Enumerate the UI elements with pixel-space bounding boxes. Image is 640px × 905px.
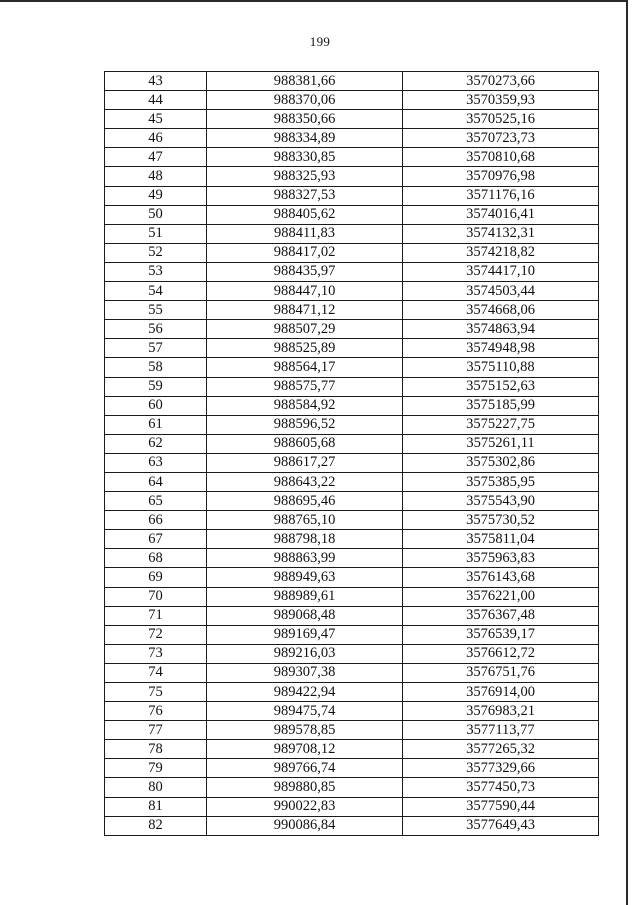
point-number-cell: 49 <box>105 186 207 205</box>
x-coordinate-cell: 988643,22 <box>207 472 403 491</box>
x-coordinate-cell: 990022,83 <box>207 797 403 816</box>
x-coordinate-cell: 988564,17 <box>207 358 403 377</box>
y-coordinate-cell: 3577590,44 <box>403 797 599 816</box>
x-coordinate-cell: 988989,61 <box>207 587 403 606</box>
coordinates-table-body <box>105 72 599 836</box>
point-number-cell: 66 <box>105 511 207 530</box>
x-coordinate-cell: 988411,83 <box>207 224 403 243</box>
table-row <box>105 396 599 415</box>
table-row <box>105 644 599 663</box>
table-row <box>105 243 599 262</box>
table-row <box>105 224 599 243</box>
table-row <box>105 415 599 434</box>
point-number-cell: 56 <box>105 320 207 339</box>
point-number-cell: 57 <box>105 339 207 358</box>
table-row <box>105 683 599 702</box>
table-row <box>105 110 599 129</box>
x-coordinate-cell: 988471,12 <box>207 301 403 320</box>
y-coordinate-cell: 3576367,48 <box>403 606 599 625</box>
point-number-cell: 58 <box>105 358 207 377</box>
table-row <box>105 282 599 301</box>
x-coordinate-cell: 989169,47 <box>207 625 403 644</box>
x-coordinate-cell: 988584,92 <box>207 396 403 415</box>
point-number-cell: 81 <box>105 797 207 816</box>
point-number-cell: 62 <box>105 434 207 453</box>
table-row <box>105 186 599 205</box>
table-row <box>105 492 599 511</box>
y-coordinate-cell: 3575227,75 <box>403 415 599 434</box>
table-row <box>105 816 599 835</box>
point-number-cell: 69 <box>105 568 207 587</box>
y-coordinate-cell: 3574016,41 <box>403 205 599 224</box>
table-row <box>105 320 599 339</box>
x-coordinate-cell: 988334,89 <box>207 129 403 148</box>
x-coordinate-cell: 988605,68 <box>207 434 403 453</box>
table-row <box>105 549 599 568</box>
x-coordinate-cell: 988863,99 <box>207 549 403 568</box>
y-coordinate-cell: 3576914,00 <box>403 683 599 702</box>
y-coordinate-cell: 3575302,86 <box>403 453 599 472</box>
y-coordinate-cell: 3576143,68 <box>403 568 599 587</box>
table-row <box>105 568 599 587</box>
point-number-cell: 73 <box>105 644 207 663</box>
x-coordinate-cell: 988507,29 <box>207 320 403 339</box>
point-number-cell: 60 <box>105 396 207 415</box>
table-row <box>105 740 599 759</box>
y-coordinate-cell: 3570359,93 <box>403 91 599 110</box>
point-number-cell: 48 <box>105 167 207 186</box>
point-number-cell: 51 <box>105 224 207 243</box>
x-coordinate-cell: 988617,27 <box>207 453 403 472</box>
y-coordinate-cell: 3574503,44 <box>403 282 599 301</box>
table-row <box>105 129 599 148</box>
point-number-cell: 47 <box>105 148 207 167</box>
table-row <box>105 72 599 91</box>
x-coordinate-cell: 989708,12 <box>207 740 403 759</box>
y-coordinate-cell: 3576751,76 <box>403 663 599 682</box>
y-coordinate-cell: 3576221,00 <box>403 587 599 606</box>
table-row <box>105 530 599 549</box>
scan-edge-top <box>0 0 628 2</box>
x-coordinate-cell: 988596,52 <box>207 415 403 434</box>
table-row <box>105 167 599 186</box>
table-row <box>105 339 599 358</box>
y-coordinate-cell: 3574863,94 <box>403 320 599 339</box>
point-number-cell: 52 <box>105 243 207 262</box>
point-number-cell: 71 <box>105 606 207 625</box>
y-coordinate-cell: 3575385,95 <box>403 472 599 491</box>
x-coordinate-cell: 988575,77 <box>207 377 403 396</box>
table-row <box>105 511 599 530</box>
x-coordinate-cell: 989475,74 <box>207 702 403 721</box>
point-number-cell: 43 <box>105 72 207 91</box>
y-coordinate-cell: 3574417,10 <box>403 262 599 281</box>
point-number-cell: 74 <box>105 663 207 682</box>
point-number-cell: 64 <box>105 472 207 491</box>
point-number-cell: 63 <box>105 453 207 472</box>
table-row <box>105 358 599 377</box>
y-coordinate-cell: 3576612,72 <box>403 644 599 663</box>
x-coordinate-cell: 988327,53 <box>207 186 403 205</box>
y-coordinate-cell: 3574132,31 <box>403 224 599 243</box>
table-row <box>105 205 599 224</box>
point-number-cell: 45 <box>105 110 207 129</box>
y-coordinate-cell: 3570273,66 <box>403 72 599 91</box>
x-coordinate-cell: 988525,89 <box>207 339 403 358</box>
x-coordinate-cell: 988798,18 <box>207 530 403 549</box>
x-coordinate-cell: 988370,06 <box>207 91 403 110</box>
x-coordinate-cell: 988417,02 <box>207 243 403 262</box>
point-number-cell: 54 <box>105 282 207 301</box>
table-row <box>105 663 599 682</box>
point-number-cell: 70 <box>105 587 207 606</box>
table-row <box>105 797 599 816</box>
x-coordinate-cell: 988765,10 <box>207 511 403 530</box>
y-coordinate-cell: 3575185,99 <box>403 396 599 415</box>
table-row <box>105 472 599 491</box>
point-number-cell: 80 <box>105 778 207 797</box>
point-number-cell: 72 <box>105 625 207 644</box>
y-coordinate-cell: 3575110,88 <box>403 358 599 377</box>
x-coordinate-cell: 989216,03 <box>207 644 403 663</box>
table-row <box>105 721 599 740</box>
x-coordinate-cell: 989422,94 <box>207 683 403 702</box>
table-row <box>105 702 599 721</box>
y-coordinate-cell: 3571176,16 <box>403 186 599 205</box>
y-coordinate-cell: 3577329,66 <box>403 759 599 778</box>
y-coordinate-cell: 3577265,32 <box>403 740 599 759</box>
table-row <box>105 759 599 778</box>
y-coordinate-cell: 3570723,73 <box>403 129 599 148</box>
point-number-cell: 82 <box>105 816 207 835</box>
point-number-cell: 50 <box>105 205 207 224</box>
x-coordinate-cell: 988350,66 <box>207 110 403 129</box>
point-number-cell: 46 <box>105 129 207 148</box>
x-coordinate-cell: 989307,38 <box>207 663 403 682</box>
page-number: 199 <box>309 34 331 49</box>
y-coordinate-cell: 3575152,63 <box>403 377 599 396</box>
y-coordinate-cell: 3577450,73 <box>403 778 599 797</box>
point-number-cell: 78 <box>105 740 207 759</box>
table-row <box>105 91 599 110</box>
table-row <box>105 377 599 396</box>
point-number-cell: 79 <box>105 759 207 778</box>
x-coordinate-cell: 988405,62 <box>207 205 403 224</box>
y-coordinate-cell: 3570525,16 <box>403 110 599 129</box>
x-coordinate-cell: 990086,84 <box>207 816 403 835</box>
y-coordinate-cell: 3575261,11 <box>403 434 599 453</box>
table-row <box>105 148 599 167</box>
point-number-cell: 55 <box>105 301 207 320</box>
table-row <box>105 301 599 320</box>
y-coordinate-cell: 3574668,06 <box>403 301 599 320</box>
point-number-cell: 59 <box>105 377 207 396</box>
x-coordinate-cell: 989766,74 <box>207 759 403 778</box>
y-coordinate-cell: 3576539,17 <box>403 625 599 644</box>
point-number-cell: 77 <box>105 721 207 740</box>
x-coordinate-cell: 989578,85 <box>207 721 403 740</box>
y-coordinate-cell: 3575963,83 <box>403 549 599 568</box>
point-number-cell: 75 <box>105 683 207 702</box>
y-coordinate-cell: 3575730,52 <box>403 511 599 530</box>
y-coordinate-cell: 3575811,04 <box>403 530 599 549</box>
y-coordinate-cell: 3576983,21 <box>403 702 599 721</box>
table-row <box>105 778 599 797</box>
point-number-cell: 76 <box>105 702 207 721</box>
table-row <box>105 262 599 281</box>
point-number-cell: 68 <box>105 549 207 568</box>
table-row <box>105 434 599 453</box>
point-number-cell: 65 <box>105 492 207 511</box>
x-coordinate-cell: 989068,48 <box>207 606 403 625</box>
y-coordinate-cell: 3570976,98 <box>403 167 599 186</box>
table-row <box>105 625 599 644</box>
table-row <box>105 587 599 606</box>
x-coordinate-cell: 988325,93 <box>207 167 403 186</box>
scan-edge-right <box>626 0 628 905</box>
point-number-cell: 44 <box>105 91 207 110</box>
y-coordinate-cell: 3574948,98 <box>403 339 599 358</box>
y-coordinate-cell: 3577113,77 <box>403 721 599 740</box>
point-number-cell: 67 <box>105 530 207 549</box>
x-coordinate-cell: 988435,97 <box>207 262 403 281</box>
point-number-cell: 53 <box>105 262 207 281</box>
y-coordinate-cell: 3575543,90 <box>403 492 599 511</box>
y-coordinate-cell: 3577649,43 <box>403 816 599 835</box>
table-row <box>105 606 599 625</box>
x-coordinate-cell: 988381,66 <box>207 72 403 91</box>
point-number-cell: 61 <box>105 415 207 434</box>
x-coordinate-cell: 988949,63 <box>207 568 403 587</box>
y-coordinate-cell: 3574218,82 <box>403 243 599 262</box>
x-coordinate-cell: 988447,10 <box>207 282 403 301</box>
table-row <box>105 453 599 472</box>
coordinates-table <box>104 71 599 836</box>
x-coordinate-cell: 988330,85 <box>207 148 403 167</box>
x-coordinate-cell: 989880,85 <box>207 778 403 797</box>
y-coordinate-cell: 3570810,68 <box>403 148 599 167</box>
x-coordinate-cell: 988695,46 <box>207 492 403 511</box>
